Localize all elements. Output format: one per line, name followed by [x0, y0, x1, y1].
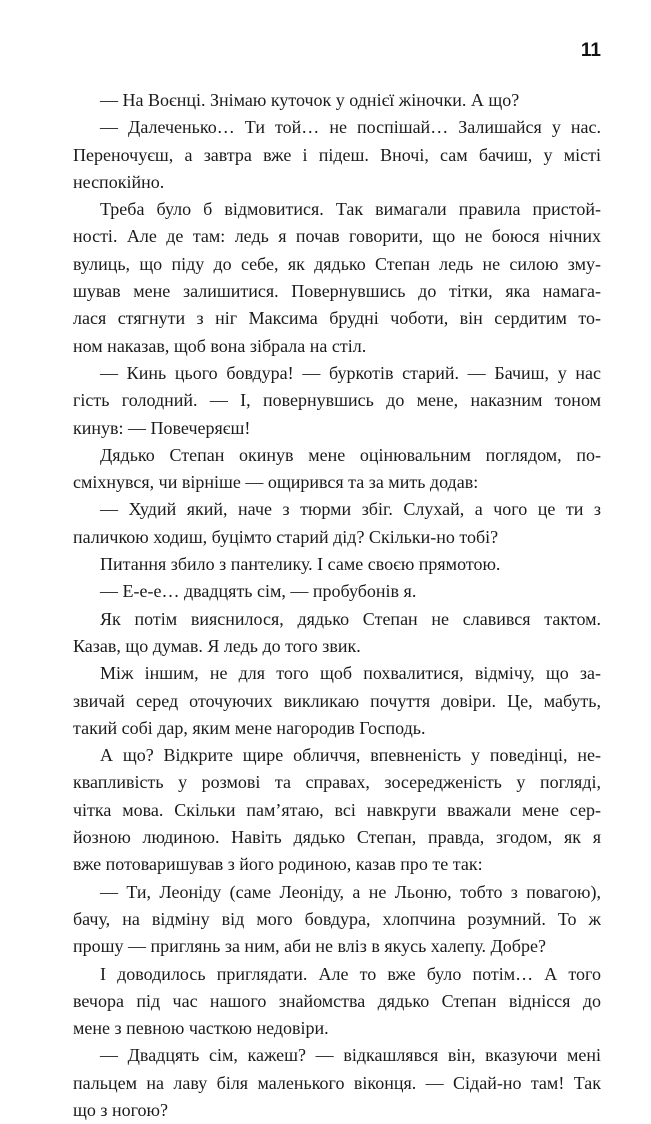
text-line: — Далеченько… Ти той… не поспішай… Залишайся у нас.: [100, 117, 601, 138]
text-line: Переночуєш, а завтра вже і підеш. Вночі, сам бачиш, у місті: [73, 144, 601, 165]
body-text: [73, 87, 601, 1124]
text-line: — Ти, Леоніду (саме Леоніду, а не Льоню, тобто з повагою),: [100, 881, 601, 902]
text-line: Дядько Степан окинув мене оцінювальним поглядом, по-: [100, 444, 601, 465]
text-line: чітка мова. Скільки пам’ятаю, всі навкруги вважали мене сер-: [73, 799, 601, 820]
text-line: бачу, на відміну від мого бовдура, хлопчина розумний. То ж: [73, 908, 601, 929]
text-line: неспокійно.: [73, 171, 165, 192]
text-line: квапливість у розмові та справах, зосередженість у погляді,: [73, 772, 601, 793]
text-line: ності. Але де там: ледь я почав говорити, що не боюся нічних: [73, 226, 601, 247]
text-line: Казав, що думав. Я ледь до того звик.: [73, 635, 361, 656]
text-line: вже потоваришував з його родиною, казав про те так:: [73, 854, 483, 875]
text-line: — На Воєнці. Знімаю куточок у однієї жіночки. А що?: [100, 90, 520, 110]
text-line: — Худий який, наче з тюрми збіг. Слухай, а чого це ти з: [100, 499, 601, 520]
text-line: такий собі дар, яким мене нагородив Господь.: [73, 717, 426, 738]
text-line: пальцем на лаву біля маленького віконця. — Сідай-но там! Так: [73, 1072, 601, 1093]
text-line: Між іншим, не для того щоб похвалитися, відмічу, що за-: [100, 663, 601, 684]
text-line: йозною людиною. Навіть дядько Степан, правда, згодом, як я: [73, 827, 601, 848]
text-line: І доводилось приглядати. Але то вже було потім… А того: [100, 963, 601, 984]
text-line: гість голодний. — І, повернувшись до мене, наказним тоном: [73, 390, 601, 411]
text-line: — Двадцять сім, кажеш? — відкашлявся він, вказуючи мені: [100, 1045, 601, 1066]
text-line: Треба було б відмовитися. Так вимагали правила пристой-: [100, 199, 601, 220]
text-line: що з ногою?: [73, 1099, 168, 1120]
text-line: Як потім вияснилося, дядько Степан не славився тактом.: [100, 608, 601, 629]
text-line: вулиць, що піду до себе, як дядько Степан ледь не силою зму-: [73, 253, 601, 274]
text-line: — Е-е-е… двадцять сім, — пробубонів я.: [100, 581, 417, 602]
text-line: вечора під час нашого знайомства дядько Степан віднісся до: [73, 990, 601, 1011]
text-line: Питання збило з пантелику. І саме своєю прямотою.: [100, 554, 501, 575]
text-line: ном наказав, щоб вона зібрала на стіл.: [73, 335, 367, 356]
text-line: мене з певною часткою недовіри.: [73, 1018, 329, 1039]
page-number: 11: [580, 40, 601, 61]
text-line: лася стягнути з ніг Максима брудні чоботи, він сердитим то-: [73, 308, 601, 329]
text-line: кинув: — Повечеряєш!: [73, 417, 251, 438]
text-line: паличкою ходиш, буцімто старий дід? Скільки-но тобі?: [73, 526, 499, 547]
text-line: звичай серед оточуючих викликаю почуття довіри. Це, мабуть,: [73, 690, 601, 711]
text-line: прошу — приглянь за ним, аби не вліз в якусь халепу. Добре?: [73, 936, 546, 957]
text-line: шував мене залишитися. Повернувшись до тітки, яка намага-: [73, 281, 601, 302]
text-line: — Кинь цього бовдура! — буркотів старий. — Бачиш, у нас: [100, 362, 601, 383]
text-line: сміхнувся, чи вірніше — ощирився та за мить додав:: [73, 472, 479, 493]
text-line: А що? Відкрите щире обличчя, впевненість у поведінці, не-: [100, 745, 601, 766]
